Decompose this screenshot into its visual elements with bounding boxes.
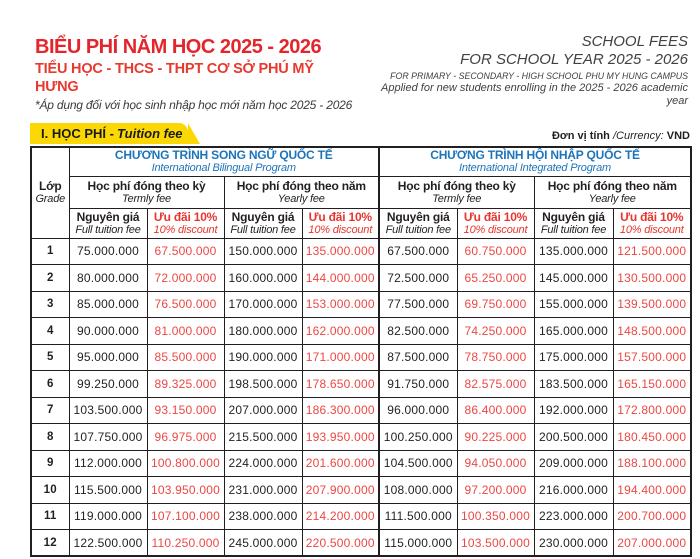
discount-fee-cell: 100.800.000 xyxy=(147,450,224,477)
discount-fee-cell: 144.000.000 xyxy=(302,265,379,292)
grade-cell: 7 xyxy=(31,397,69,424)
table-row xyxy=(31,291,691,318)
discount-fee-cell: 103.950.000 xyxy=(147,477,224,504)
full-fee-cell: 170.000.000 xyxy=(224,291,302,318)
fee-period-vi: Học phí đóng theo kỳ xyxy=(87,178,206,193)
discount-fee-header xyxy=(147,208,224,238)
page-subtitle: TIỂU HỌC - THCS - THPT CƠ SỞ PHÚ MỸ HƯNG xyxy=(35,61,314,95)
program-name-vi: CHƯƠNG TRÌNH SONG NGỮ QUỐC TẾ xyxy=(114,148,333,163)
full-fee-cell: 207.000.000 xyxy=(224,397,302,424)
page-title: BIỂU PHÍ NĂM HỌC 2025 - 2026 xyxy=(35,36,322,58)
discount-fee-cell: 172.800.000 xyxy=(613,397,691,424)
full-fee-cell: 67.500.000 xyxy=(379,238,457,265)
price-type-en: 10% discount xyxy=(463,223,528,236)
discount-fee-cell: 148.500.000 xyxy=(613,318,691,345)
grade-cell: 4 xyxy=(31,318,69,345)
discount-fee-header xyxy=(457,208,534,238)
full-fee-cell: 72.500.000 xyxy=(379,265,457,292)
bilingual-termly-header xyxy=(69,176,224,208)
integrated-termly-header xyxy=(379,176,534,208)
discount-fee-cell: 180.450.000 xyxy=(613,424,691,451)
full-fee-cell: 99.250.000 xyxy=(69,371,147,398)
full-fee-cell: 183.500.000 xyxy=(534,371,613,398)
fee-period-en: Yearly fee xyxy=(277,192,325,205)
price-type-vi: Nguyên giá xyxy=(542,209,605,224)
fee-period-en: Termly fee xyxy=(432,192,482,205)
discount-fee-cell: 94.050.000 xyxy=(457,450,534,477)
discount-fee-cell: 100.350.000 xyxy=(457,503,534,530)
discount-fee-cell: 186.300.000 xyxy=(302,397,379,424)
full-fee-header xyxy=(69,208,147,238)
table-row xyxy=(31,450,691,477)
full-fee-cell: 135.000.000 xyxy=(534,238,613,265)
bilingual-yearly-header xyxy=(224,176,379,208)
full-fee-header xyxy=(224,208,302,238)
full-fee-cell: 230.000.000 xyxy=(534,530,613,557)
full-fee-cell: 107.750.000 xyxy=(69,424,147,451)
table-row xyxy=(31,265,691,292)
discount-fee-cell: 103.500.000 xyxy=(457,530,534,557)
document-header xyxy=(0,0,700,112)
section-banner xyxy=(30,123,188,144)
full-fee-cell: 122.500.000 xyxy=(69,530,147,557)
full-fee-cell: 119.000.000 xyxy=(69,503,147,530)
discount-fee-cell: 194.400.000 xyxy=(613,477,691,504)
grade-cell: 6 xyxy=(31,371,69,398)
full-fee-cell: 91.750.000 xyxy=(379,371,457,398)
discount-fee-cell: 220.500.000 xyxy=(302,530,379,557)
full-fee-cell: 190.000.000 xyxy=(224,344,302,371)
full-fee-cell: 155.000.000 xyxy=(534,291,613,318)
full-fee-cell: 80.000.000 xyxy=(69,265,147,292)
full-fee-cell: 104.500.000 xyxy=(379,450,457,477)
full-fee-cell: 108.000.000 xyxy=(379,477,457,504)
discount-fee-cell: 207.000.000 xyxy=(613,530,691,557)
grade-cell: 5 xyxy=(31,344,69,371)
discount-fee-cell: 207.900.000 xyxy=(302,477,379,504)
table-row xyxy=(31,318,691,345)
price-type-vi: Ưu đãi 10% xyxy=(308,209,372,224)
discount-fee-cell: 72.000.000 xyxy=(147,265,224,292)
page-note: *Áp dụng đối với học sinh nhập học mới năm học 2025 - 2026 xyxy=(35,98,353,112)
price-type-vi: Ưu đãi 10% xyxy=(463,209,528,224)
page-title-en: SCHOOL FEES xyxy=(581,33,688,50)
campus-line-en: FOR PRIMARY - SECONDARY - HIGH SCHOOL PHU MY HUNG CAMPUS xyxy=(390,71,688,81)
grade-cell: 2 xyxy=(31,265,69,292)
full-fee-header xyxy=(379,208,457,238)
full-fee-cell: 245.000.000 xyxy=(224,530,302,557)
page-note-en: Applied for new students enrolling in the 2025 - 2026 academic year xyxy=(381,82,688,107)
full-fee-cell: 77.500.000 xyxy=(379,291,457,318)
header-english-block xyxy=(359,33,688,108)
table-row xyxy=(31,397,691,424)
discount-fee-cell: 121.500.000 xyxy=(613,238,691,265)
price-type-vi: Ưu đãi 10% xyxy=(153,209,218,224)
discount-fee-cell: 89.325.000 xyxy=(147,371,224,398)
full-fee-cell: 75.000.000 xyxy=(69,238,147,265)
grade-label-en: Grade xyxy=(35,193,66,206)
currency-value: VND xyxy=(666,130,690,142)
table-row xyxy=(31,530,691,557)
full-fee-cell: 100.250.000 xyxy=(379,424,457,451)
discount-fee-cell: 139.500.000 xyxy=(613,291,691,318)
section-title-en: Tuition fee xyxy=(116,126,183,141)
discount-fee-cell: 171.000.000 xyxy=(302,344,379,371)
currency-note xyxy=(552,130,690,144)
price-type-en: 10% discount xyxy=(153,223,218,236)
table-row xyxy=(31,344,691,371)
full-fee-cell: 150.000.000 xyxy=(224,238,302,265)
full-fee-cell: 160.000.000 xyxy=(224,265,302,292)
full-fee-cell: 238.000.000 xyxy=(224,503,302,530)
discount-fee-cell: 193.950.000 xyxy=(302,424,379,451)
table-row xyxy=(31,238,691,265)
full-fee-cell: 216.000.000 xyxy=(534,477,613,504)
price-type-header-row xyxy=(31,208,691,238)
discount-fee-cell: 74.250.000 xyxy=(457,318,534,345)
page-subtitle-en: FOR SCHOOL YEAR 2025 - 2026 xyxy=(460,51,688,68)
discount-fee-cell: 85.500.000 xyxy=(147,344,224,371)
discount-fee-cell: 69.750.000 xyxy=(457,291,534,318)
program-header-row xyxy=(31,147,691,176)
program-name-vi: CHƯƠNG TRÌNH HỘI NHẬP QUỐC TẾ xyxy=(430,148,640,163)
discount-fee-cell: 188.100.000 xyxy=(613,450,691,477)
discount-fee-cell: 67.500.000 xyxy=(147,238,224,265)
full-fee-cell: 87.500.000 xyxy=(379,344,457,371)
grade-column-header xyxy=(31,147,69,238)
discount-fee-cell: 201.600.000 xyxy=(302,450,379,477)
grade-cell: 1 xyxy=(31,238,69,265)
full-fee-cell: 111.500.000 xyxy=(379,503,457,530)
full-fee-cell: 96.000.000 xyxy=(379,397,457,424)
discount-fee-cell: 81.000.000 xyxy=(147,318,224,345)
full-fee-cell: 115.000.000 xyxy=(379,530,457,557)
full-fee-cell: 231.000.000 xyxy=(224,477,302,504)
full-fee-header xyxy=(534,208,613,238)
full-fee-cell: 112.000.000 xyxy=(69,450,147,477)
fee-period-vi: Học phí đóng theo kỳ xyxy=(397,178,516,193)
full-fee-cell: 103.500.000 xyxy=(69,397,147,424)
fee-table-body xyxy=(31,238,691,556)
full-fee-cell: 82.500.000 xyxy=(379,318,457,345)
discount-fee-cell: 90.225.000 xyxy=(457,424,534,451)
price-type-en: Full tuition fee xyxy=(540,223,607,236)
grade-cell: 9 xyxy=(31,450,69,477)
price-type-en: 10% discount xyxy=(308,223,373,236)
full-fee-cell: 175.000.000 xyxy=(534,344,613,371)
discount-fee-cell: 86.400.000 xyxy=(457,397,534,424)
discount-fee-cell: 200.700.000 xyxy=(613,503,691,530)
price-type-vi: Ưu đãi 10% xyxy=(620,209,684,224)
discount-fee-cell: 165.150.000 xyxy=(613,371,691,398)
fee-period-en: Yearly fee xyxy=(588,192,636,205)
discount-fee-cell: 93.150.000 xyxy=(147,397,224,424)
grade-cell: 8 xyxy=(31,424,69,451)
program-name-en: International Bilingual Program xyxy=(151,162,296,175)
section-row xyxy=(30,123,690,144)
grade-cell: 12 xyxy=(31,530,69,557)
discount-fee-cell: 78.750.000 xyxy=(457,344,534,371)
full-fee-cell: 215.500.000 xyxy=(224,424,302,451)
discount-fee-header xyxy=(613,208,691,238)
discount-fee-cell: 96.975.000 xyxy=(147,424,224,451)
full-fee-cell: 90.000.000 xyxy=(69,318,147,345)
tuition-fee-table xyxy=(30,146,692,557)
program-header-integrated xyxy=(379,147,691,176)
full-fee-cell: 85.000.000 xyxy=(69,291,147,318)
full-fee-cell: 198.500.000 xyxy=(224,371,302,398)
full-fee-cell: 165.000.000 xyxy=(534,318,613,345)
price-type-en: Full tuition fee xyxy=(230,223,296,236)
discount-fee-cell: 65.250.000 xyxy=(457,265,534,292)
program-header-bilingual xyxy=(69,147,379,176)
full-fee-cell: 192.000.000 xyxy=(534,397,613,424)
table-row xyxy=(31,503,691,530)
discount-fee-cell: 107.100.000 xyxy=(147,503,224,530)
price-type-vi: Nguyên giá xyxy=(386,209,450,224)
full-fee-cell: 95.000.000 xyxy=(69,344,147,371)
full-fee-cell: 200.500.000 xyxy=(534,424,613,451)
full-fee-cell: 180.000.000 xyxy=(224,318,302,345)
discount-fee-cell: 130.500.000 xyxy=(613,265,691,292)
fee-period-vi: Học phí đóng theo năm xyxy=(236,178,366,193)
price-type-en: Full tuition fee xyxy=(75,223,141,236)
table-row xyxy=(31,477,691,504)
grade-cell: 11 xyxy=(31,503,69,530)
fee-period-header-row xyxy=(31,176,691,208)
full-fee-cell: 209.000.000 xyxy=(534,450,613,477)
price-type-vi: Nguyên giá xyxy=(76,209,140,224)
price-type-vi: Nguyên giá xyxy=(231,209,295,224)
price-type-en: Full tuition fee xyxy=(385,223,451,236)
full-fee-cell: 223.000.000 xyxy=(534,503,613,530)
full-fee-cell: 145.000.000 xyxy=(534,265,613,292)
table-row xyxy=(31,424,691,451)
integrated-yearly-header xyxy=(534,176,691,208)
discount-fee-cell: 76.500.000 xyxy=(147,291,224,318)
table-row xyxy=(31,371,691,398)
full-fee-cell: 115.500.000 xyxy=(69,477,147,504)
price-type-en: 10% discount xyxy=(619,223,684,236)
discount-fee-cell: 60.750.000 xyxy=(457,238,534,265)
program-name-en: International Integrated Program xyxy=(459,162,611,175)
grade-cell: 3 xyxy=(31,291,69,318)
discount-fee-cell: 82.575.000 xyxy=(457,371,534,398)
discount-fee-cell: 157.500.000 xyxy=(613,344,691,371)
discount-fee-cell: 135.000.000 xyxy=(302,238,379,265)
discount-fee-cell: 214.200.000 xyxy=(302,503,379,530)
discount-fee-cell: 178.650.000 xyxy=(302,371,379,398)
discount-fee-cell: 110.250.000 xyxy=(147,530,224,557)
discount-fee-cell: 162.000.000 xyxy=(302,318,379,345)
header-vietnamese-block xyxy=(35,36,359,112)
currency-label-vi: Đơn vị tính xyxy=(551,130,610,142)
discount-fee-cell: 97.200.000 xyxy=(457,477,534,504)
discount-fee-cell: 153.000.000 xyxy=(302,291,379,318)
grade-cell: 10 xyxy=(31,477,69,504)
fee-period-vi: Học phí đóng theo năm xyxy=(547,178,677,193)
grade-label-vi: Lớp xyxy=(38,179,62,194)
currency-label-en: /Currency: xyxy=(612,130,664,142)
fee-period-en: Termly fee xyxy=(122,192,171,205)
section-title-vi: I. HỌC PHÍ - xyxy=(41,126,114,141)
discount-fee-header xyxy=(302,208,379,238)
full-fee-cell: 224.000.000 xyxy=(224,450,302,477)
